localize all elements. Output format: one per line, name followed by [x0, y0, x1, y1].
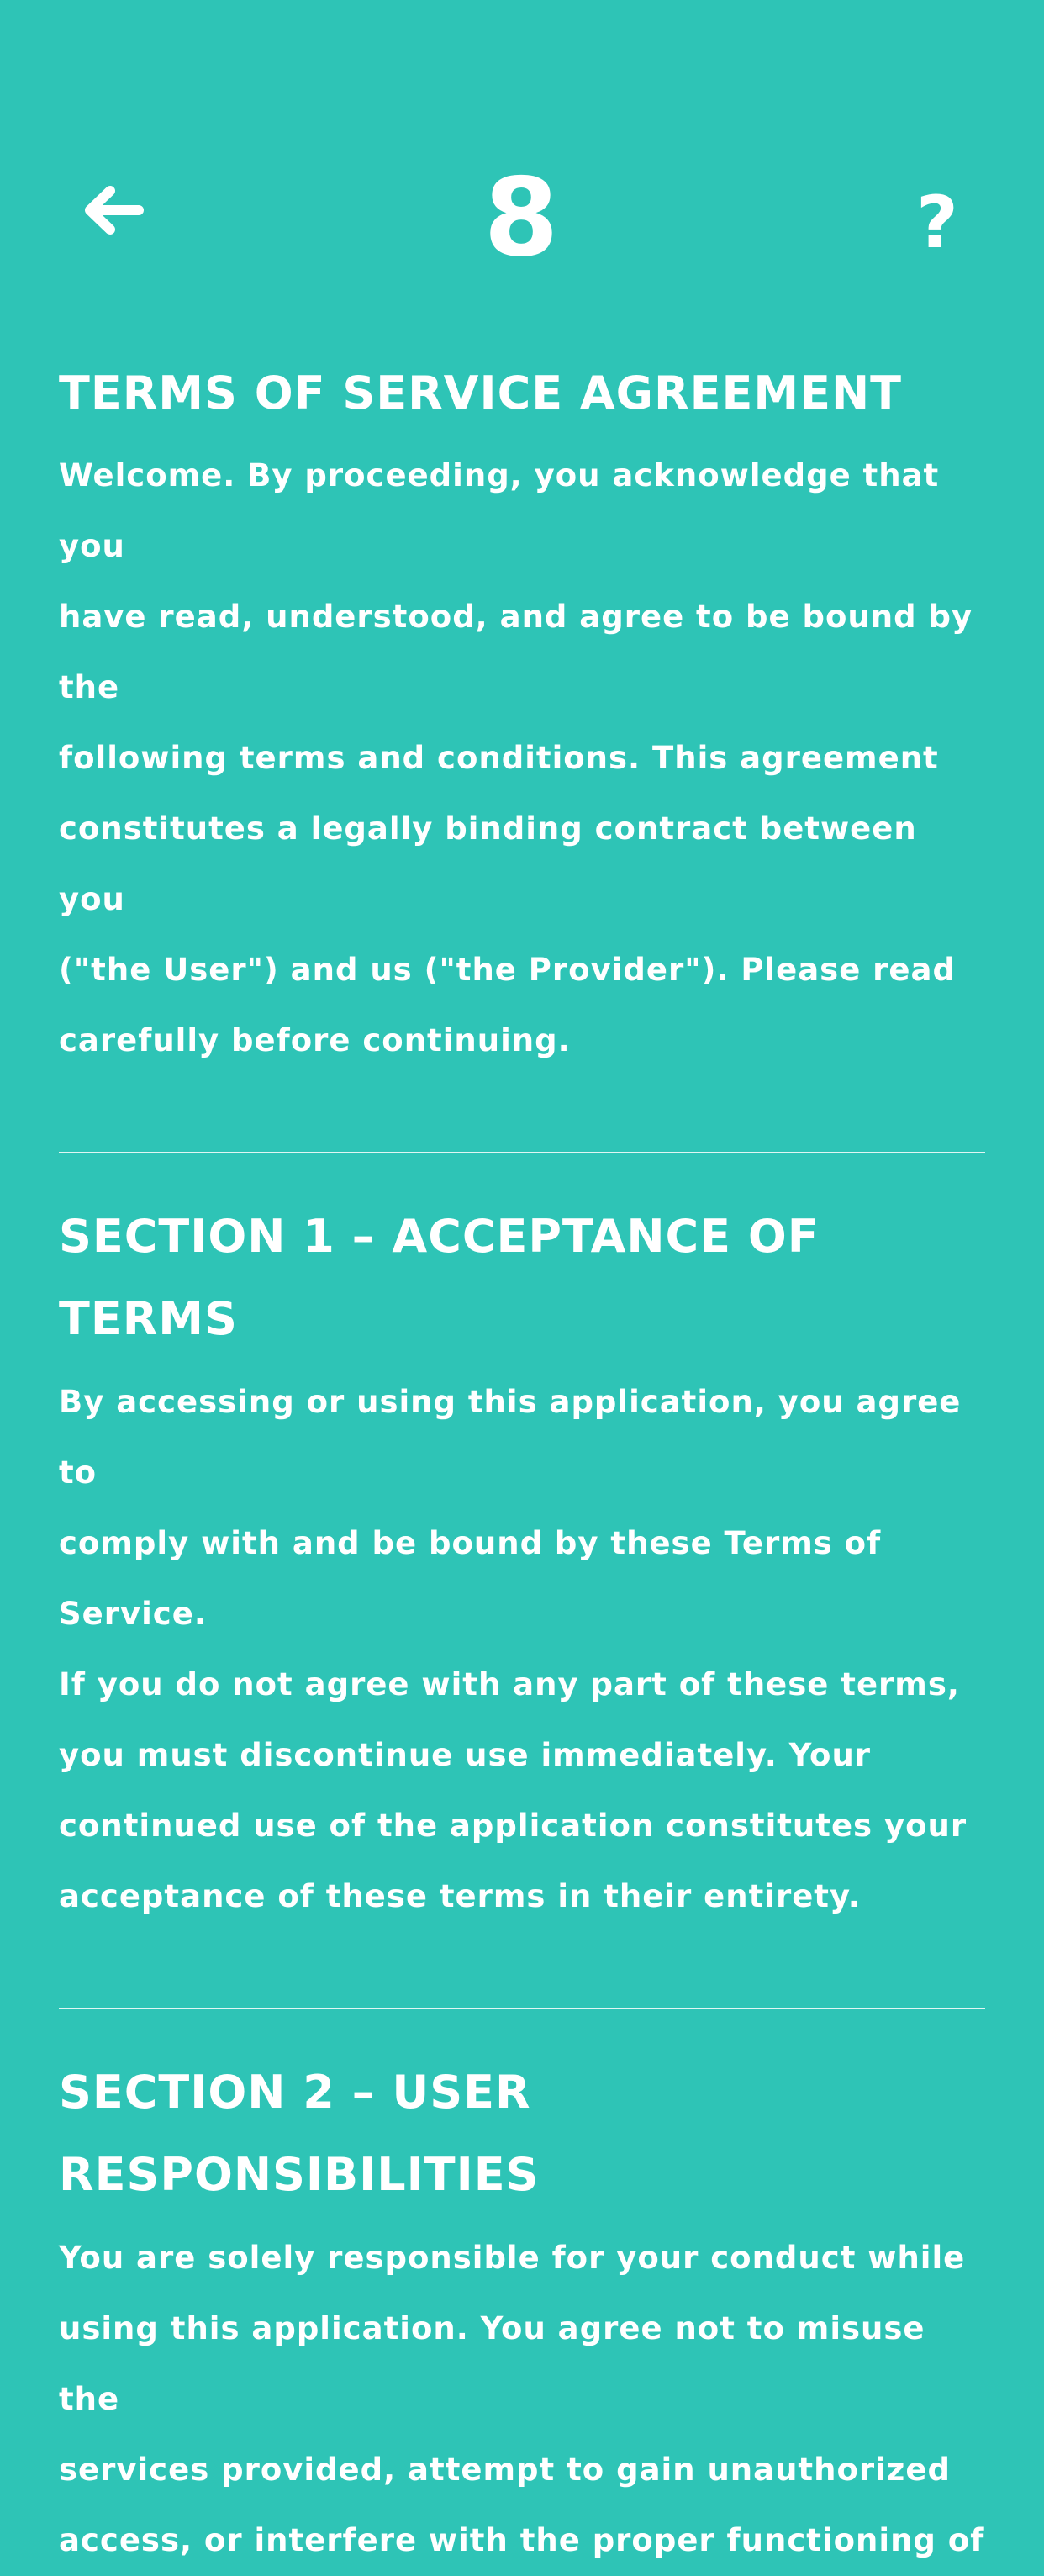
- help-button[interactable]: [899, 181, 975, 265]
- section-divider: [59, 1152, 985, 1153]
- help-icon: ?: [916, 181, 958, 265]
- section-2-title: SECTION 2 – USER RESPONSIBILITIES: [59, 2066, 540, 2201]
- back-button[interactable]: [76, 172, 151, 248]
- section-1-title: SECTION 1 – ACCEPTANCE OF TERMS: [59, 1210, 820, 1345]
- intro-paragraph: Welcome. By proceeding, you acknowledge that you have read, understood, and agree to be bound by the following terms and conditions. This agreement constitutes a legally binding contract between you ("the User") and us ("the Provider"). Please read carefully before continuing.: [59, 457, 973, 1058]
- document-title: TERMS OF SERVICE AGREEMENT: [59, 367, 903, 420]
- terms-document: [59, 353, 985, 2576]
- top-bar: [0, 0, 1044, 336]
- arrow-left-icon: [80, 181, 147, 240]
- page-number: 8: [483, 156, 561, 281]
- section-divider: [59, 2008, 985, 2009]
- section-1-body: By accessing or using this application, you agree to comply with and be bound by these Terms of Service. If you do not agree with any part of these terms, you must discontinue use immediately. Your continued use of the application constitutes your acceptance of these terms in their entirety.: [59, 1384, 968, 1914]
- section-2-body: You are solely responsible for your conduct while using this application. You agree not to misuse the services provided, attempt to gain unauthorized access, or interfere with the proper functioning of: [59, 2240, 985, 2558]
